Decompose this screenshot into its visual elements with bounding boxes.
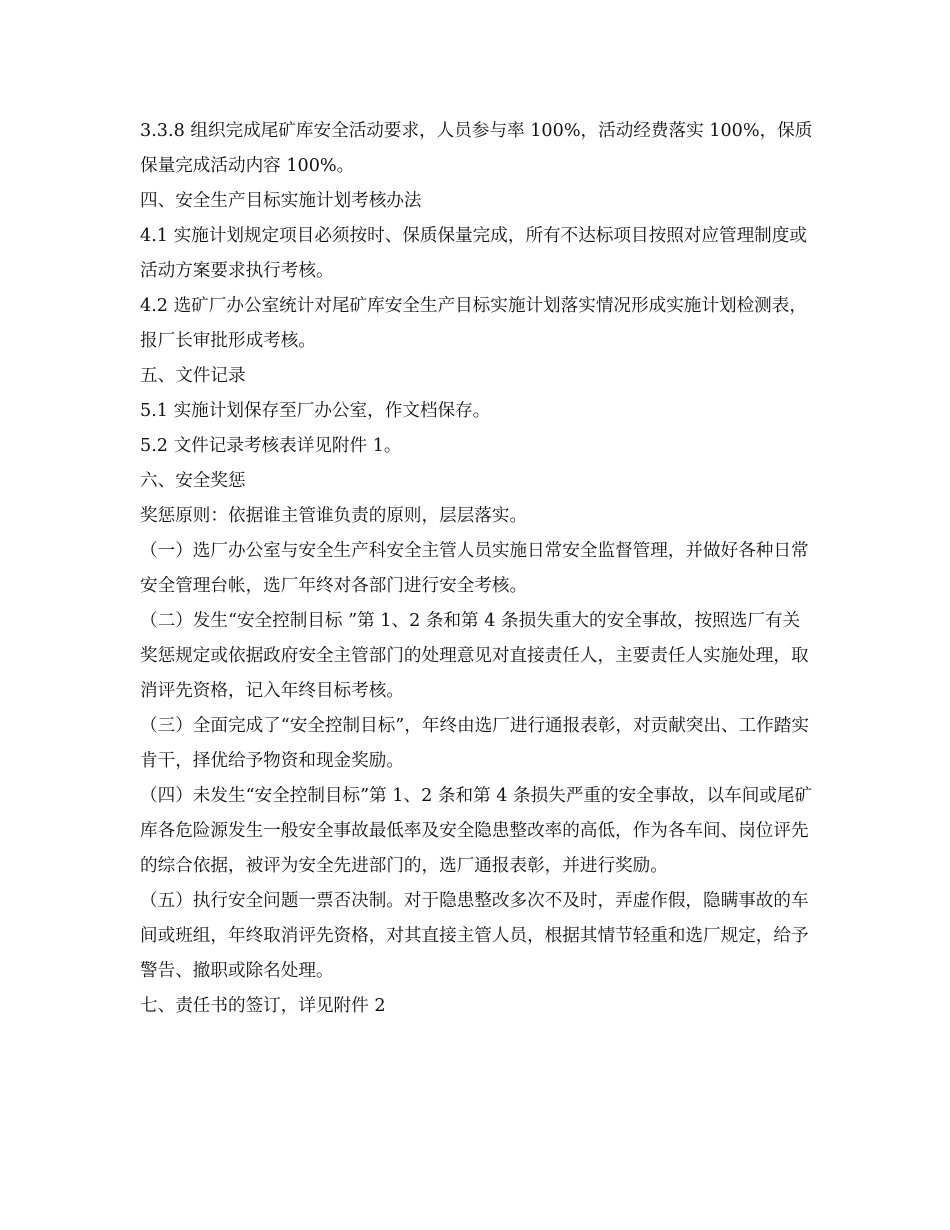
paragraph-5-1: 5.1 实施计划保存至厂办公室，作文档保存。 (140, 401, 491, 421)
paragraph-3-3-8: 3.3.8 组织完成尾矿库安全活动要求，人员参与率 100%，活动经费落实 100%，保质保量完成活动内容 100%。 (140, 121, 813, 176)
section-heading-7: 七、责任书的签订，详见附件 2 (140, 996, 386, 1016)
paragraph-4-2: 4.2 选矿厂办公室统计对尾矿库安全生产目标实施计划落实情况形成实施计划检测表，报厂长审批形成考核。 (140, 296, 807, 351)
paragraph-item-1: （一）选厂办公室与安全生产科安全主管人员实施日常安全监督管理，并做好各种日常安全管理台帐，选厂年终对各部门进行安全考核。 (140, 541, 809, 596)
section-heading-5: 五、文件记录 (140, 366, 246, 386)
paragraph-4-1: 4.1 实施计划规定项目必须按时、保质保量完成，所有不达标项目按照对应管理制度或活动方案要求执行考核。 (140, 226, 807, 281)
section-heading-6: 六、安全奖惩 (140, 471, 246, 491)
paragraph-item-4: （四）未发生“安全控制目标”第 1、2 条和第 4 条损失严重的安全事故，以车间或尾矿库各危险源发生一般安全事故最低率及安全隐患整改率的高低，作为各车间、岗位评先的综合依据，被评为安全先进部门的，选厂通报表彰，并进行奖励。 (140, 786, 813, 876)
paragraph-5-2: 5.2 文件记录考核表详见附件 1。 (140, 436, 402, 456)
document-body (140, 114, 816, 1024)
paragraph-item-2: （二）发生“安全控制目标 ”第 1、2 条和第 4 条损失重大的安全事故，按照选厂有关奖惩规定或依据政府安全主管部门的处理意见对直接责任人，主要责任人实施处理，取消评先资格，记入年终目标考核。 (140, 611, 809, 701)
paragraph-principle: 奖惩原则：依据谁主管谁负责的原则，层层落实。 (140, 506, 528, 526)
paragraph-item-5: （五）执行安全问题一票否决制。对于隐患整改多次不及时，弄虚作假，隐瞒事故的车间或班组，年终取消评先资格，对其直接主管人员，根据其情节轻重和选厂规定，给予警告、撤职或除名处理。 (140, 891, 809, 981)
section-heading-4: 四、安全生产目标实施计划考核办法 (140, 191, 422, 211)
paragraph-item-3: （三）全面完成了“安全控制目标”，年终由选厂进行通报表彰，对贡献突出、工作踏实肯干，择优给予物资和现金奖励。 (140, 716, 809, 771)
